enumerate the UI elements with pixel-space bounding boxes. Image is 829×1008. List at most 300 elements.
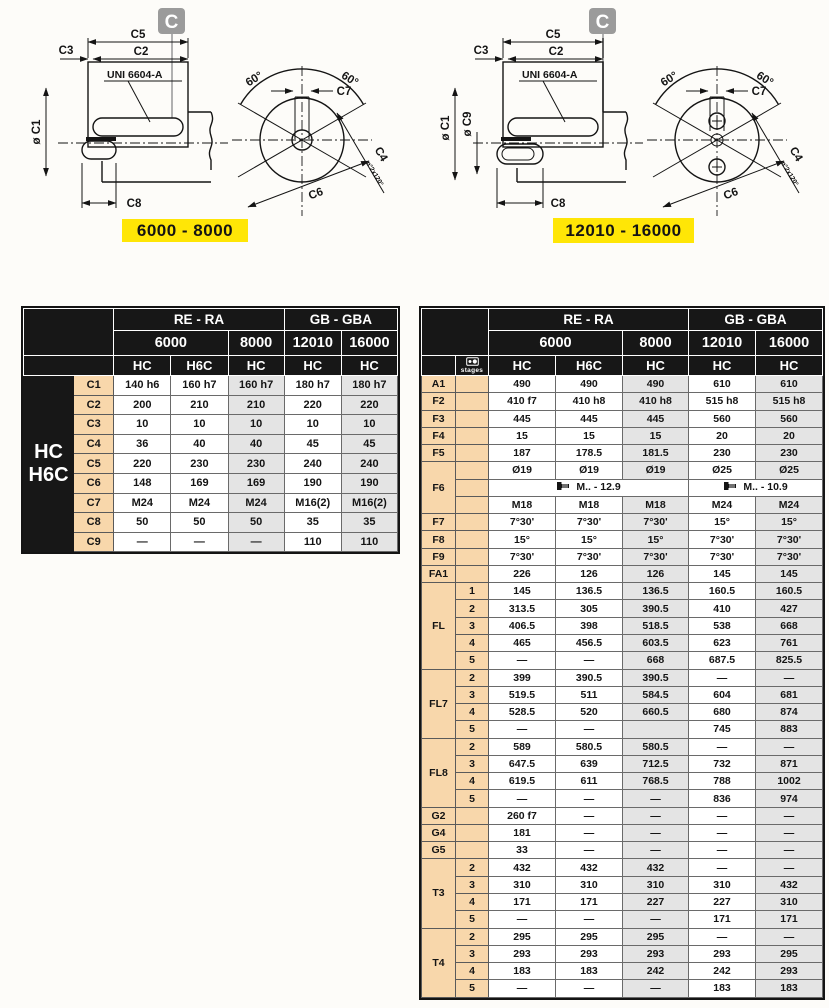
size-header: 16000	[341, 331, 397, 356]
model-range-caption-left: 6000 - 8000	[122, 219, 248, 242]
value-cell: 15°	[489, 531, 556, 548]
value-cell: —	[114, 532, 171, 552]
table-row	[24, 434, 398, 454]
value-cell: 712.5	[623, 755, 689, 772]
value-cell: 310	[623, 876, 689, 893]
value-cell: 681	[756, 686, 823, 703]
table-row	[422, 773, 823, 790]
value-cell: 456.5	[556, 634, 623, 651]
value-cell: 171	[489, 893, 556, 910]
value-cell: M16(2)	[284, 493, 341, 513]
value-cell: 490	[556, 376, 623, 393]
keyway-standard-label: UNI 6604-A	[522, 69, 578, 81]
row-label: F9	[422, 548, 456, 565]
value-cell: 7°30'	[489, 514, 556, 531]
value-cell: 788	[689, 773, 756, 790]
value-cell: 490	[623, 376, 689, 393]
group-header: RE - RA	[114, 309, 284, 331]
value-cell: 871	[756, 755, 823, 772]
value-cell: 293	[623, 945, 689, 962]
value-cell: 180 h7	[341, 376, 397, 396]
stage-cell: 2	[456, 859, 489, 876]
stage-cell	[456, 410, 489, 427]
stage-cell	[456, 842, 489, 859]
value-cell: 660.5	[623, 704, 689, 721]
row-label: FL8	[422, 738, 456, 807]
value-cell: 220	[284, 395, 341, 415]
value-cell: 883	[756, 721, 823, 738]
stage-cell: 3	[456, 945, 489, 962]
value-cell: 825.5	[756, 652, 823, 669]
value-cell: —	[489, 721, 556, 738]
value-cell: 240	[341, 454, 397, 474]
value-cell: 639	[556, 755, 623, 772]
row-label: C2	[74, 395, 114, 415]
stage-cell: 4	[456, 704, 489, 721]
group-header: GB - GBA	[284, 309, 397, 331]
value-cell: 745	[689, 721, 756, 738]
value-cell: —	[556, 807, 623, 824]
value-cell: 313.5	[489, 600, 556, 617]
value-cell: 390.5	[623, 600, 689, 617]
value-cell: 295	[756, 945, 823, 962]
value-cell: 230	[228, 454, 284, 474]
value-cell: 110	[284, 532, 341, 552]
stage-cell	[456, 531, 489, 548]
row-label: C1	[74, 376, 114, 396]
column-header: HC	[756, 356, 823, 376]
table-row	[422, 427, 823, 444]
value-cell: 227	[689, 893, 756, 910]
value-cell: 15°	[556, 531, 623, 548]
stage-cell	[456, 445, 489, 462]
value-cell: —	[556, 721, 623, 738]
stage-cell: 2	[456, 738, 489, 755]
table-row	[422, 807, 823, 824]
value-cell: 171	[556, 893, 623, 910]
table-row	[24, 415, 398, 435]
left-table-wrap	[21, 306, 400, 554]
value-cell: 7°30'	[623, 514, 689, 531]
row-label: F8	[422, 531, 456, 548]
table-row	[422, 669, 823, 686]
value-cell: 7°30'	[689, 548, 756, 565]
value-cell: 619.5	[489, 773, 556, 790]
value-cell: 836	[689, 790, 756, 807]
stage-cell	[456, 807, 489, 824]
value-cell: 126	[623, 565, 689, 582]
value-cell: —	[489, 790, 556, 807]
bolt-class-text: M.. - 12.9	[576, 481, 621, 494]
angle-label-60-left: 60°	[658, 69, 680, 90]
table-row	[24, 513, 398, 533]
value-cell: 181	[489, 824, 556, 841]
value-cell: 160 h7	[171, 376, 228, 396]
value-cell: 410 h8	[556, 393, 623, 410]
value-cell: 50	[171, 513, 228, 533]
table-header-row	[422, 356, 823, 376]
value-cell	[623, 721, 689, 738]
value-cell: 974	[756, 790, 823, 807]
size-header: 8000	[623, 331, 689, 356]
value-cell: 145	[489, 583, 556, 600]
value-cell: 126	[556, 565, 623, 582]
value-cell: 187	[489, 445, 556, 462]
value-cell: 110	[341, 532, 397, 552]
value-cell: 410 f7	[489, 393, 556, 410]
value-cell: 145	[756, 565, 823, 582]
value-cell: 226	[489, 565, 556, 582]
size-header: 12010	[284, 331, 341, 356]
group-header: RE - RA	[489, 309, 689, 331]
stage-cell	[456, 514, 489, 531]
value-cell: 761	[756, 634, 823, 651]
value-cell: 20	[756, 427, 823, 444]
value-cell: 15	[489, 427, 556, 444]
value-cell: 15	[623, 427, 689, 444]
value-cell: 589	[489, 738, 556, 755]
right-dimensions-table	[421, 308, 823, 998]
row-label: F4	[422, 427, 456, 444]
bolt-icon	[723, 481, 737, 494]
table-row	[422, 479, 823, 496]
table-row	[24, 473, 398, 493]
dim-label-c7: C7	[336, 86, 352, 98]
table-row	[422, 514, 823, 531]
row-label: G2	[422, 807, 456, 824]
value-cell: —	[689, 842, 756, 859]
value-cell: 160 h7	[228, 376, 284, 396]
dim-label-c8: C8	[126, 198, 142, 210]
table-header-row	[24, 356, 398, 376]
value-cell: 210	[171, 395, 228, 415]
value-cell: 580.5	[623, 738, 689, 755]
stage-cell: 3	[456, 617, 489, 634]
row-label: F7	[422, 514, 456, 531]
keyway-standard-label: UNI 6604-A	[107, 69, 163, 81]
value-cell: 183	[689, 980, 756, 997]
stage-cell: 4	[456, 634, 489, 651]
value-cell: 398	[556, 617, 623, 634]
flange-front-view	[647, 66, 805, 216]
table-row	[422, 911, 823, 928]
stage-cell: 3	[456, 876, 489, 893]
value-cell: 515 h8	[689, 393, 756, 410]
value-cell: 874	[756, 704, 823, 721]
value-cell: 560	[689, 410, 756, 427]
value-cell: 227	[623, 893, 689, 910]
size-header: 6000	[489, 331, 623, 356]
value-cell: 181.5	[623, 445, 689, 462]
value-cell: 538	[689, 617, 756, 634]
dim-label-c1: ø C1	[31, 119, 43, 145]
row-label: G4	[422, 824, 456, 841]
value-cell: 7°30'	[689, 531, 756, 548]
value-cell: 580.5	[556, 738, 623, 755]
value-cell: —	[623, 824, 689, 841]
value-cell: M18	[623, 496, 689, 513]
table-row	[422, 824, 823, 841]
value-cell: —	[489, 980, 556, 997]
angle-label-60-left: 60°	[243, 69, 265, 90]
column-header: HC	[228, 356, 284, 376]
value-cell: 668	[756, 617, 823, 634]
table-row	[422, 755, 823, 772]
stages-header-label: stages	[460, 366, 484, 374]
row-label: C6	[74, 473, 114, 493]
row-label: F2	[422, 393, 456, 410]
value-cell: 560	[756, 410, 823, 427]
size-header: 16000	[756, 331, 823, 356]
table-row	[422, 686, 823, 703]
value-cell: 520	[556, 704, 623, 721]
value-cell: —	[756, 738, 823, 755]
table-corner	[422, 309, 489, 356]
value-cell: 465	[489, 634, 556, 651]
value-cell: 668	[623, 652, 689, 669]
value-cell: —	[756, 807, 823, 824]
table-row	[24, 493, 398, 513]
value-cell: —	[228, 532, 284, 552]
value-cell: —	[623, 911, 689, 928]
value-cell: 399	[489, 669, 556, 686]
table-header-row	[24, 309, 398, 331]
row-label: F3	[422, 410, 456, 427]
value-cell: —	[756, 928, 823, 945]
stage-cell: 5	[456, 911, 489, 928]
stage-cell: 3	[456, 686, 489, 703]
value-cell: 528.5	[489, 704, 556, 721]
table-row	[422, 462, 823, 479]
value-cell: —	[556, 790, 623, 807]
value-cell: 40	[228, 434, 284, 454]
value-cell: 310	[556, 876, 623, 893]
flange-front-view	[232, 66, 390, 216]
left-dimensions-table	[23, 308, 398, 552]
stage-cell: 2	[456, 928, 489, 945]
section-badge-label: C	[164, 12, 179, 33]
series-side-label	[24, 376, 74, 552]
column-header: HC	[284, 356, 341, 376]
table-row	[422, 790, 823, 807]
dim-label-c3: C3	[58, 45, 74, 57]
value-cell: 45	[284, 434, 341, 454]
stage-cell	[456, 479, 489, 496]
dim-label-c8: C8	[550, 198, 566, 210]
value-cell: 220	[341, 395, 397, 415]
row-label: C4	[74, 434, 114, 454]
value-cell: Ø25	[756, 462, 823, 479]
value-cell: M18	[489, 496, 556, 513]
value-cell: —	[689, 738, 756, 755]
value-cell: 33	[489, 842, 556, 859]
value-cell: 230	[756, 445, 823, 462]
stages-header	[456, 356, 489, 376]
value-cell: 604	[689, 686, 756, 703]
value-cell: 293	[689, 945, 756, 962]
value-cell: 7°30'	[756, 548, 823, 565]
row-label: FL7	[422, 669, 456, 738]
value-cell: M16(2)	[341, 493, 397, 513]
dim-label-c2: C2	[548, 46, 564, 58]
value-cell: 190	[284, 473, 341, 493]
value-cell: —	[556, 842, 623, 859]
table-row	[24, 376, 398, 396]
bolt-class-cell	[689, 479, 823, 496]
column-header: H6C	[171, 356, 228, 376]
value-cell: 295	[623, 928, 689, 945]
value-cell: M24	[756, 496, 823, 513]
value-cell: 293	[756, 963, 823, 980]
value-cell: —	[556, 824, 623, 841]
section-badge-label: C	[595, 12, 610, 33]
table-row	[422, 548, 823, 565]
row-label: FL	[422, 583, 456, 669]
value-cell: 432	[489, 859, 556, 876]
value-cell: —	[689, 669, 756, 686]
value-cell: —	[556, 911, 623, 928]
stage-cell: 1	[456, 583, 489, 600]
bolt-class-cell	[489, 479, 689, 496]
series-label-line: HC	[34, 440, 63, 463]
stage-cell: 5	[456, 721, 489, 738]
stage-cell: 5	[456, 980, 489, 997]
table-row	[422, 738, 823, 755]
value-cell: 390.5	[556, 669, 623, 686]
right-table-wrap	[419, 306, 825, 1000]
value-cell: 410	[689, 600, 756, 617]
table-row	[422, 876, 823, 893]
table-row	[422, 721, 823, 738]
value-cell: —	[689, 928, 756, 945]
value-cell: 410 h8	[623, 393, 689, 410]
table-row	[422, 496, 823, 513]
value-cell: 7°30'	[556, 514, 623, 531]
value-cell: 490	[489, 376, 556, 393]
column-header: HC	[341, 356, 397, 376]
row-label: C3	[74, 415, 114, 435]
value-cell: 7°30'	[489, 548, 556, 565]
drawing-12010-16000	[415, 0, 825, 252]
stage-cell: 2	[456, 669, 489, 686]
stage-cell	[456, 427, 489, 444]
value-cell: —	[623, 807, 689, 824]
table-row	[422, 393, 823, 410]
value-cell: 511	[556, 686, 623, 703]
value-cell: 647.5	[489, 755, 556, 772]
row-label: C5	[74, 454, 114, 474]
value-cell: 40	[171, 434, 228, 454]
table-row	[422, 410, 823, 427]
stage-cell	[456, 496, 489, 513]
value-cell: 200	[114, 395, 171, 415]
bolt-class-text: M.. - 10.9	[743, 481, 788, 494]
value-cell: 518.5	[623, 617, 689, 634]
value-cell: 220	[114, 454, 171, 474]
value-cell: 295	[556, 928, 623, 945]
value-cell: 240	[284, 454, 341, 474]
row-label: F6	[422, 462, 456, 514]
value-cell: 295	[489, 928, 556, 945]
size-header: 6000	[114, 331, 228, 356]
value-cell: M24	[171, 493, 228, 513]
dim-label-c9: ø C9	[462, 111, 474, 137]
angle-label-60-right: 60°	[339, 69, 361, 90]
value-cell: 432	[623, 859, 689, 876]
value-cell: 732	[689, 755, 756, 772]
table-row	[24, 395, 398, 415]
value-cell: 10	[114, 415, 171, 435]
value-cell: 310	[489, 876, 556, 893]
value-cell: 45	[341, 434, 397, 454]
value-cell: —	[756, 669, 823, 686]
stage-cell: 4	[456, 773, 489, 790]
size-header: 8000	[228, 331, 284, 356]
table-row	[422, 842, 823, 859]
value-cell: 20	[689, 427, 756, 444]
group-header: GB - GBA	[689, 309, 823, 331]
value-cell: 183	[489, 963, 556, 980]
value-cell: 7°30'	[556, 548, 623, 565]
bolt-pattern-label: n°2x120°	[364, 160, 385, 188]
stage-cell: 3	[456, 755, 489, 772]
value-cell: Ø19	[556, 462, 623, 479]
table-corner	[24, 356, 114, 376]
side-view-dimensions	[31, 29, 188, 210]
dim-label-c4: C4	[786, 145, 805, 164]
value-cell: 242	[623, 963, 689, 980]
value-cell: 183	[756, 980, 823, 997]
value-cell: —	[623, 842, 689, 859]
table-row	[422, 893, 823, 910]
table-row	[422, 376, 823, 393]
dim-label-c3: C3	[473, 45, 489, 57]
value-cell: 10	[341, 415, 397, 435]
value-cell: 768.5	[623, 773, 689, 790]
value-cell: 140 h6	[114, 376, 171, 396]
row-label: T4	[422, 928, 456, 997]
size-header: 12010	[689, 331, 756, 356]
value-cell: 15	[556, 427, 623, 444]
column-header: H6C	[556, 356, 623, 376]
value-cell: 390.5	[623, 669, 689, 686]
table-row	[422, 859, 823, 876]
value-cell: 183	[556, 963, 623, 980]
table-row	[422, 928, 823, 945]
value-cell: 15°	[756, 514, 823, 531]
value-cell: M24	[114, 493, 171, 513]
value-cell: 310	[689, 876, 756, 893]
angle-label-60-right: 60°	[754, 69, 776, 90]
value-cell: 169	[171, 473, 228, 493]
value-cell: —	[689, 807, 756, 824]
stage-cell: 2	[456, 600, 489, 617]
value-cell: 680	[689, 704, 756, 721]
value-cell: 515 h8	[756, 393, 823, 410]
stage-cell	[456, 548, 489, 565]
value-cell: 171	[689, 911, 756, 928]
value-cell: 610	[689, 376, 756, 393]
value-cell: 15°	[623, 531, 689, 548]
value-cell: 10	[171, 415, 228, 435]
value-cell: 432	[556, 859, 623, 876]
table-row	[422, 565, 823, 582]
value-cell: —	[489, 911, 556, 928]
row-label: G5	[422, 842, 456, 859]
stage-cell: 4	[456, 893, 489, 910]
value-cell: 10	[284, 415, 341, 435]
stage-cell	[456, 824, 489, 841]
